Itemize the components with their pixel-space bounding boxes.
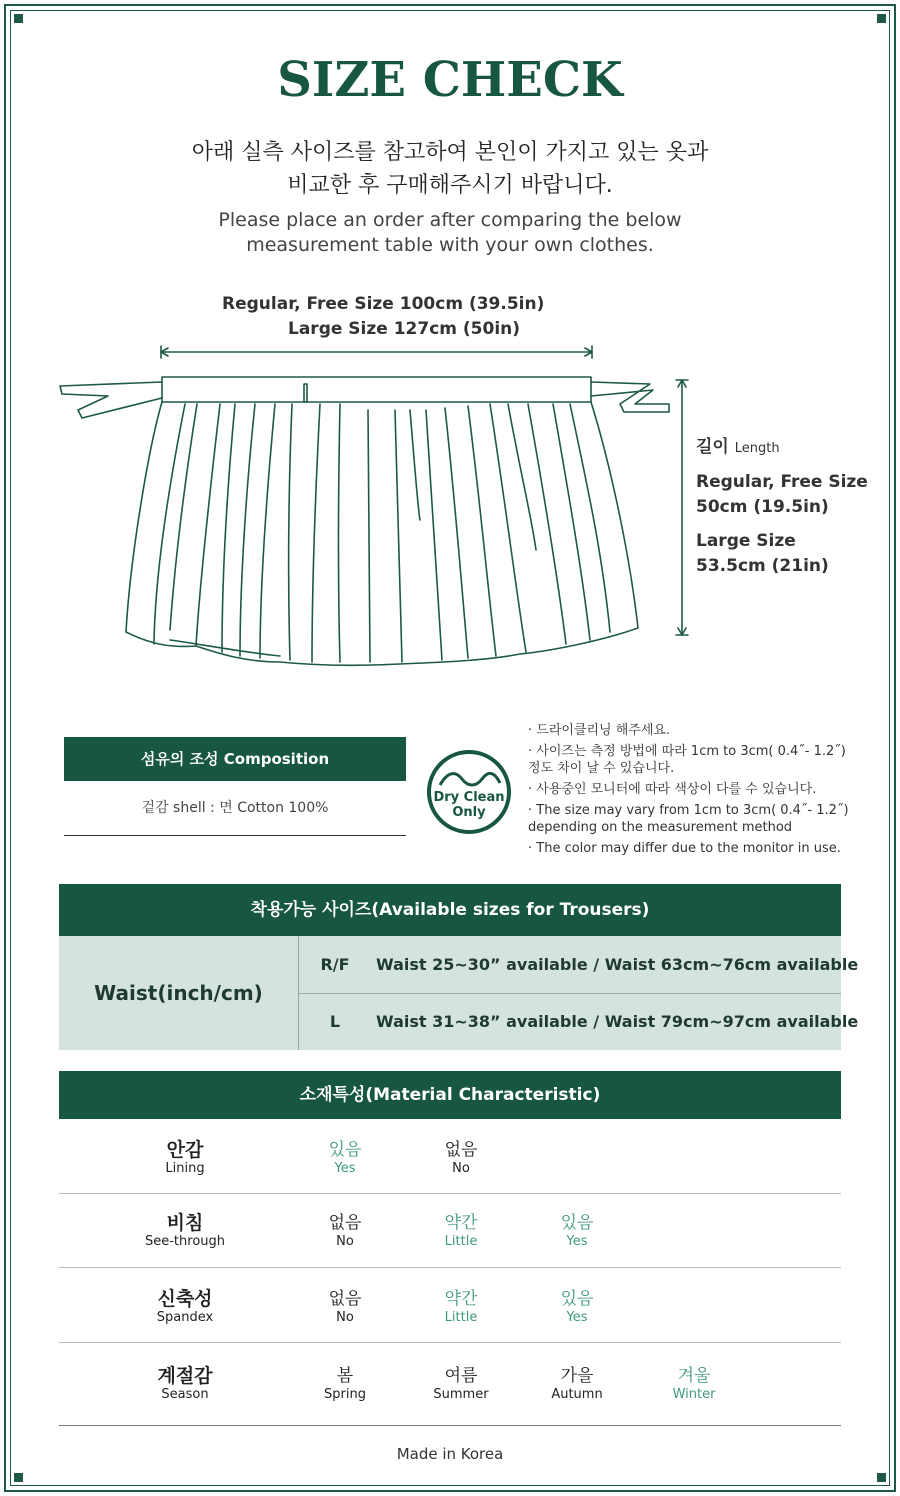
composition-value: 겉감 shell : 면 Cotton 100% <box>64 781 406 836</box>
dry-clean-line2: Only <box>452 805 486 820</box>
dry-clean-icon <box>426 749 512 835</box>
note-item: · 사이즈는 측정 방법에 따라 1cm to 3cm( 0.4˝- 1.2˝) 정도 차이 날 수 있습니다. <box>528 744 846 776</box>
option-yes: 있음 Yes <box>560 1289 594 1325</box>
option-summer: 여름 Summer <box>433 1366 489 1402</box>
material-row-season <box>59 1343 841 1426</box>
corner-mark <box>877 14 886 23</box>
option-no: 없음 No <box>444 1140 478 1176</box>
option-little: 약간 Little <box>444 1213 478 1249</box>
option-no: 없음 No <box>328 1289 362 1325</box>
length-large-value: 53.5cm (21in) <box>696 556 829 576</box>
length-regular-value: 50cm (19.5in) <box>696 497 829 517</box>
note-item: · The color may differ due to the monitor in use. <box>528 841 841 856</box>
available-row-l <box>299 993 859 1050</box>
length-regular-label: Regular, Free Size <box>696 472 868 492</box>
option-autumn: 가을 Autumn <box>551 1366 603 1402</box>
length-large <box>696 529 829 579</box>
corner-mark <box>14 14 23 23</box>
skirt-illustration <box>50 340 690 670</box>
material-category: 안감 Lining <box>165 1139 205 1176</box>
intro-korean <box>0 136 900 202</box>
material-row-lining <box>59 1119 841 1194</box>
note-item: · 사용중인 모니터에 따라 색상이 다를 수 있습니다. <box>528 782 817 797</box>
available-sizes-table <box>59 936 859 1050</box>
waist-measure-large: Large Size 127cm (50in) <box>288 319 521 339</box>
option-spring: 봄 Spring <box>324 1366 366 1402</box>
length-large-label: Large Size <box>696 531 796 551</box>
care-notes <box>528 722 849 861</box>
intro-english <box>0 208 900 258</box>
note-item: · The size may vary from 1cm to 3cm( 0.4˝- 1.2˝) depending on the measurement method <box>528 803 849 835</box>
option-yes: 있음 Yes <box>560 1213 594 1249</box>
intro-kr-line2: 비교한 후 구매해주시기 바랍니다. <box>287 173 613 198</box>
note-item: · 드라이클리닝 해주세요. <box>528 723 671 738</box>
option-little: 약간 Little <box>444 1289 478 1325</box>
length-title-kr: 길이 <box>696 437 729 457</box>
option-winter: 겨울 Winter <box>672 1366 716 1402</box>
page-title: SIZE CHECK <box>277 52 623 108</box>
size-code: L <box>329 1012 341 1031</box>
size-code: R/F <box>320 955 350 974</box>
size-range: Waist 31~38” available / Waist 79cm~97cm available <box>376 1012 859 1031</box>
option-yes: 있음 Yes <box>328 1140 362 1176</box>
material-row-see-through <box>59 1194 841 1268</box>
length-title <box>696 432 780 457</box>
size-range: Waist 25~30” available / Waist 63cm~76cm available <box>376 955 859 974</box>
material-header: 소재특성(Material Characteristic) <box>59 1071 841 1119</box>
available-sizes-label: Waist(inch/cm) <box>59 936 299 1050</box>
made-in-label: Made in Korea <box>396 1445 504 1463</box>
intro-kr-line1: 아래 실측 사이즈를 참고하여 본인이 가지고 있는 옷과 <box>191 140 709 165</box>
intro-en-line1: Please place an order after comparing the below <box>218 209 682 231</box>
intro-en-line2: measurement table with your own clothes. <box>246 234 654 256</box>
dry-clean-line1: Dry Clean <box>433 790 505 805</box>
material-row-spandex <box>59 1268 841 1343</box>
composition-header: 섬유의 조성 Composition <box>64 737 406 781</box>
material-category: 계절감 Season <box>157 1365 213 1402</box>
corner-mark <box>14 1473 23 1482</box>
material-category: 신축성 Spandex <box>156 1288 214 1325</box>
available-row-rf <box>299 936 859 993</box>
option-no: 없음 No <box>328 1213 362 1249</box>
length-title-en: Length <box>734 441 780 456</box>
waist-measure-regular: Regular, Free Size 100cm (39.5in) <box>222 294 545 314</box>
available-sizes-header: 착용가능 사이즈(Available sizes for Trousers) <box>59 884 841 936</box>
length-regular <box>696 470 868 520</box>
material-category: 비침 See-through <box>144 1212 226 1249</box>
corner-mark <box>877 1473 886 1482</box>
